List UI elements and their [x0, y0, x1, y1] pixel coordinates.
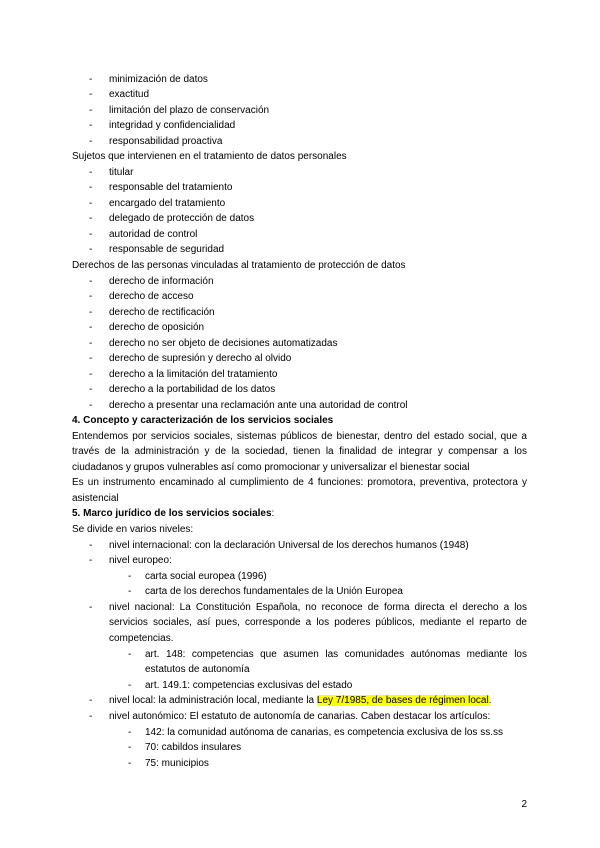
list-item: titular [109, 167, 134, 178]
list-dash: - [89, 307, 93, 318]
list-item: minimización de datos [109, 74, 208, 85]
list-dash: - [89, 338, 93, 349]
level-international: nivel internacional: con la declaración Universal de los derechos humanos (1948) [109, 540, 469, 551]
list-dash: - [89, 276, 93, 287]
list-dash: - [89, 120, 93, 131]
list-item: carta social europea (1996) [145, 571, 267, 582]
list-dash: - [89, 711, 93, 722]
list-dash: - [89, 602, 93, 613]
list-dash: - [89, 555, 93, 566]
list-item: derecho a la limitación del tratamiento [109, 369, 278, 380]
list-item: responsable de seguridad [109, 244, 225, 255]
list-item: derecho no ser objeto de decisiones automatizadas [109, 338, 338, 349]
list-dash: - [89, 198, 93, 209]
list-dash: - [89, 229, 93, 240]
level-local [109, 695, 491, 707]
local-text: nivel local: la administración local, mediante la [109, 695, 317, 706]
page-number: 2 [521, 799, 527, 810]
list-dash: - [89, 74, 93, 85]
highlighted-law: Ley 7/1985, de bases de régimen local [316, 695, 489, 706]
paragraph-line: ciudadanos y grupos vulnerables así como promocionar y universalizar el bienestar social [72, 462, 470, 473]
list-item: derecho a la portabilidad de los datos [109, 384, 276, 395]
list-dash: - [89, 167, 93, 178]
list-item: 75: municipios [145, 758, 209, 769]
paragraph-line: Es un instrumento encaminado al cumplimiento de 4 funciones: promotora, preventiva, protectora y [72, 477, 527, 488]
list-dash: - [128, 649, 132, 660]
list-item: responsable del tratamiento [109, 182, 233, 193]
list-dash: - [89, 89, 93, 100]
list-item: 70: cabildos insulares [145, 742, 242, 753]
list-dash: - [89, 353, 93, 364]
list-dash: - [89, 369, 93, 380]
paragraph-line: asistencial [72, 493, 119, 504]
list-item: art. 148: competencias que asumen las comunidades autónomas mediante los [145, 649, 527, 660]
list-dash: - [128, 727, 132, 738]
list-dash: - [89, 322, 93, 333]
list-dash: - [89, 182, 93, 193]
list-dash: - [89, 384, 93, 395]
section-4-heading: 4. Concepto y caracterización de los servicios sociales [72, 415, 334, 426]
list-dash: - [89, 136, 93, 147]
list-item: exactitud [109, 89, 150, 100]
list-dash: - [89, 695, 93, 706]
level-national: nivel nacional: La Constitución Española, no reconoce de forma directa el derecho a los [109, 602, 527, 613]
paragraph-line: estatutos de autonomía [145, 664, 250, 675]
list-item: derecho de información [109, 276, 214, 287]
section-5-heading [72, 508, 274, 520]
paragraph-line: competencias. [109, 633, 174, 644]
rights-heading: Derechos de las personas vinculadas al tratamiento de protección de datos [72, 260, 406, 271]
list-dash: - [89, 244, 93, 255]
list-item: art. 149.1: competencias exclusivas del estado [145, 680, 353, 691]
list-item: carta de los derechos fundamentales de la Unión Europea [145, 586, 403, 597]
list-dash: - [89, 213, 93, 224]
list-item: derecho de acceso [109, 291, 194, 302]
list-item: encargado del tratamiento [109, 198, 226, 209]
level-autonomic: nivel autonómico: El estatuto de autonomía de canarias. Caben destacar los artículos: [109, 711, 491, 722]
list-item: integridad y confidencialidad [109, 120, 236, 131]
local-suffix: . [488, 695, 492, 706]
list-item: derecho de rectificación [109, 307, 215, 318]
section-5-colon: : [271, 508, 275, 519]
list-item: derecho de supresión y derecho al olvido [109, 353, 292, 364]
subjects-heading: Sujetos que intervienen en el tratamiento de datos personales [72, 151, 347, 162]
list-item: 142: la comunidad autónoma de canarias, es competencia exclusiva de los ss.ss [145, 727, 503, 738]
section-5-intro: Se divide en varios niveles: [72, 524, 194, 535]
list-dash: - [128, 586, 132, 597]
level-european: nivel europeo: [109, 555, 172, 566]
list-dash: - [89, 105, 93, 116]
list-dash: - [128, 758, 132, 769]
section-5-title: 5. Marco jurídico de los servicios sociales [72, 508, 272, 519]
list-item: autoridad de control [109, 229, 198, 240]
paragraph-line: través de la administración y de la sociedad, tienen la finalidad de integrar y compensar a los [72, 446, 527, 457]
list-dash: - [89, 540, 93, 551]
list-dash: - [128, 680, 132, 691]
list-item: derecho a presentar una reclamación ante una autoridad de control [109, 400, 408, 411]
list-item: derecho de oposición [109, 322, 205, 333]
paragraph-line: servicios sociales, así pues, corresponde a los poderes públicos, mediante el reparto de [109, 617, 527, 628]
paragraph-line: Entendemos por servicios sociales, sistemas públicos de bienestar, dentro del estado social, que a [72, 431, 527, 442]
list-item: limitación del plazo de conservación [109, 105, 270, 116]
list-dash: - [89, 400, 93, 411]
list-item: responsabilidad proactiva [109, 136, 223, 147]
list-dash: - [89, 291, 93, 302]
list-dash: - [128, 742, 132, 753]
list-dash: - [128, 571, 132, 582]
list-item: delegado de protección de datos [109, 213, 255, 224]
